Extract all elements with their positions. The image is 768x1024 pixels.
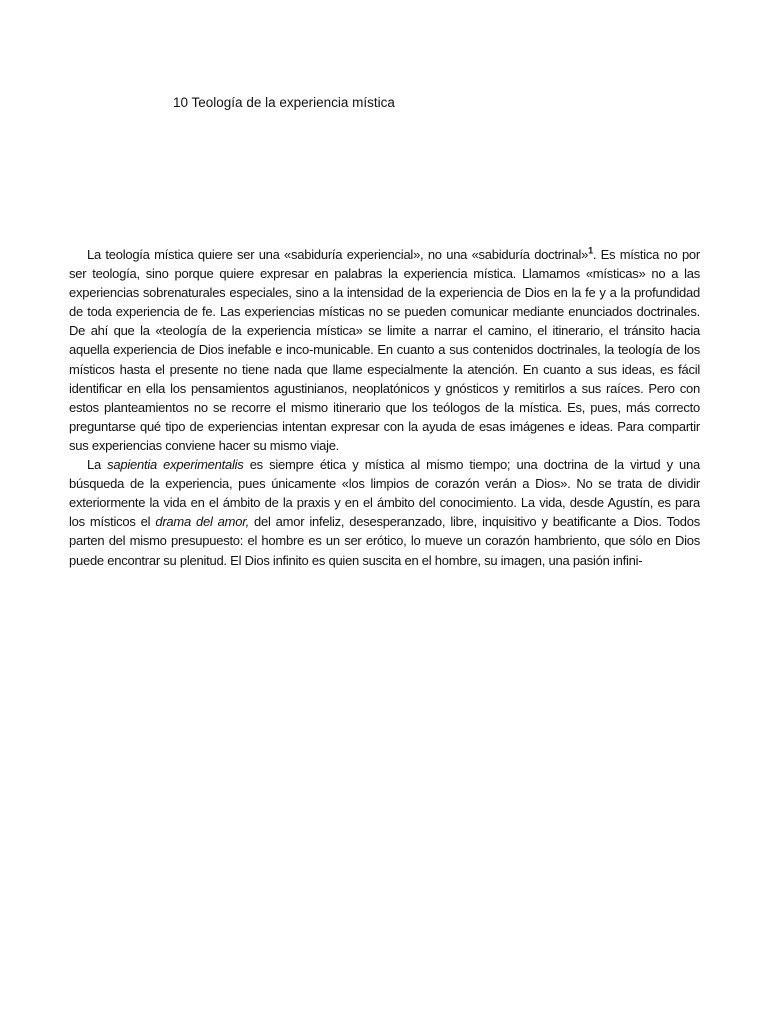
footnote-marker: 1 [588,245,593,256]
italic-term-sapientia: sapientia experimentalis [107,457,244,473]
paragraph-1 [69,245,700,455]
paragraph-2-text-b: es siempre ética y mística al mismo tiempo; una doctrina de la virtud y una búsqueda de la experiencia, pues únicamente «los limpios de corazón verán a Dios». No se trata de dividir exteriormente la vida en el ámbito de la praxis y en el ámbito del conocimiento. La vida, desde Agustín, es para los místicos el [69,457,700,530]
paragraph-2 [69,455,700,570]
paragraph-2-text-a: La [87,457,108,473]
italic-term-drama: drama del amor, [155,514,249,530]
chapter-heading: 10 Teología de la experiencia mística [173,95,395,110]
paragraph-2-text-c: del amor infeliz, desesperanzado, libre, inquisitivo y beatificante a Dios. Todos parten del mismo presupuesto: el hombre es un ser erótico, lo mueve un corazón hambriento, que sólo en Dios puede encontrar su plenitud. El Dios infinito es quien suscita en el hombre, su imagen, una pasión infini- [69,514,701,568]
body-text [69,245,700,570]
paragraph-1-text-a: La teología mística quiere ser una «sabiduría experiencial», no una «sabiduría doctrinal» [87,247,589,262]
paragraph-1-text-b: . Es mística no por ser teología, sino porque quiere expresar en palabras la experiencia mística. Llamamos «místicas» no a las experiencias sobrenaturales especiales, sino a la intensidad de la experiencia de Dios en la fe y a la profundidad de toda experiencia de fe. Las experiencias místicas no se pueden comunicar mediante enunciados doctrinales. De ahí que la «teología de la experiencia mística» se limite a narrar el camino, el itinerario, el tránsito hacia aquella experiencia de Dios inefable e inco-municable. En cuanto a sus contenidos doctrinales, la teología de los místicos hasta el presente no tiene nada que llame especialmente la atención. En cuanto a sus ideas, es fácil identificar en ella los pensamientos agustinianos, neoplatónicos y gnósticos y remitirlos a sus raíces. Pero con estos planteamientos no se recorre el mismo itinerario que los teólogos de la mística. Es, pues, más correcto preguntarse qué tipo de experiencias intentan expresar con la ayuda de esas imágenes e ideas. Para compartir sus experiencias conviene hacer su mismo viaje. [69,247,700,453]
